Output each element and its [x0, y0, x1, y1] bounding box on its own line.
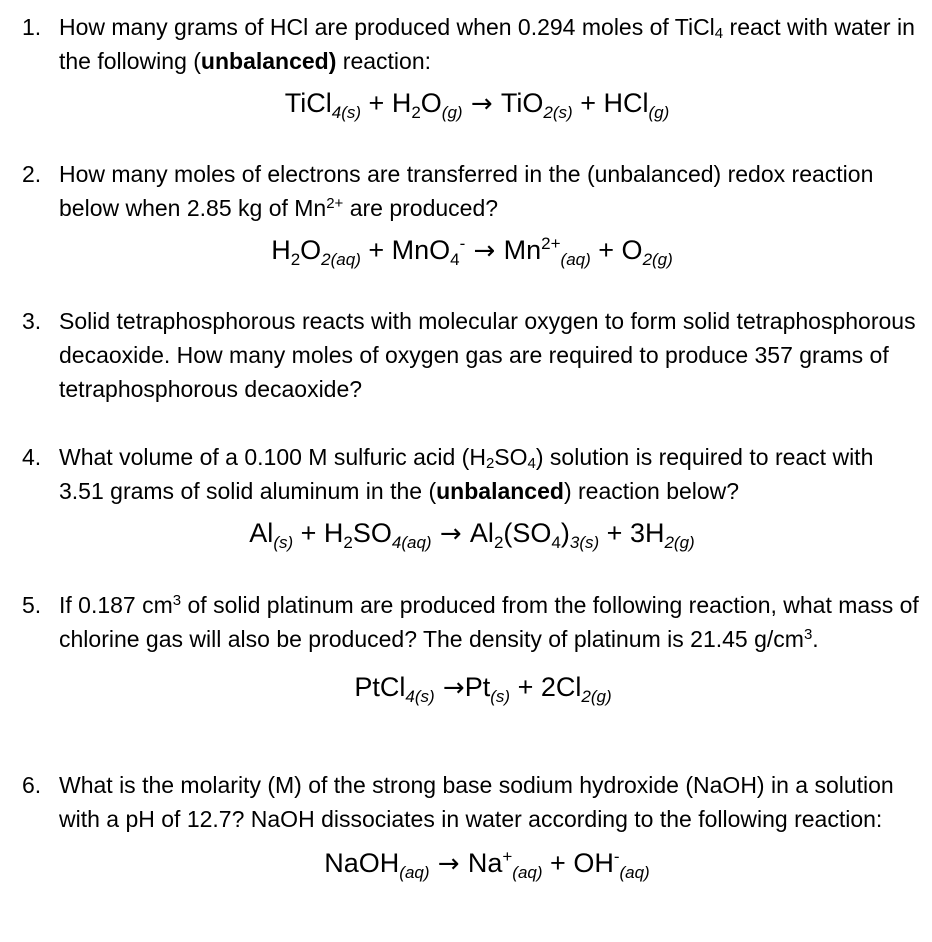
question-6: [22, 768, 922, 883]
chemical-equation: TiCl$_{4(s)}$ + $H_2O_{(g)} \to TiO_{2(s)} + HCl_{(g)}$: [284, 88, 670, 122]
question-number: 3.: [22, 308, 42, 334]
question-5: [22, 588, 922, 707]
question-number: 1.: [22, 14, 42, 40]
chemical-equation: PtCl$_{4(s)}$ $\to Pt_{(s)} + 2Cl_{2(g)}$: [354, 672, 612, 706]
question-number: 5.: [22, 592, 42, 618]
question-4: [22, 440, 922, 553]
question-text: Solid tetraphosphorous reacts with molecular oxygen to form solid tetraphosphorous decaoxide. How many moles of oxygen gas are required to produce 357 grams of tetraphosphorous decaoxide?: [59, 308, 916, 402]
chemical-equation: $H_2O_{2(aq)} + MnO_4^- \to Mn^{2+}_{(aq)} + O_{2(g)}$: [271, 234, 673, 269]
question-text: How many moles of electrons are transferred in the (unbalanced) redox reaction below when 2.85 kg of $Mn^{2+}$ are produced?: [59, 161, 874, 221]
reaction-arrow-icon: →: [429, 849, 468, 879]
question-3: [22, 304, 922, 406]
question-text: What is the molarity (M) of the strong base sodium hydroxide (NaOH) in a solution with a pH of 12.7? NaOH dissociates in water according to the following reaction:: [59, 772, 894, 832]
chemical-equation: NaOH$_{(aq)}$ → $Na^+_{(aq)} + OH^-_{(aq)}$: [324, 847, 650, 882]
chemical-equation: $Al_{(s)} + H_2SO_{4(aq)} \to Al_2(SO_4)_{3(s)} + 3H_{2(g)}$: [249, 518, 695, 552]
question-text: What volume of a 0.100 M sulfuric acid $(H_2SO_4)$ solution is required to react with 3.51 grams of solid aluminum in the (unbalanced) reaction below?: [59, 444, 874, 504]
reaction-arrow-icon: →: [434, 673, 465, 703]
question-text: If 0.187 $cm^3$ of solid platinum are produced from the following reaction, what mass of chlorine gas will also be produced? The density of platinum is 21.45 $g/cm^3$.: [59, 592, 919, 652]
reaction-arrow-icon: →: [462, 89, 501, 119]
reaction-arrow-icon: →: [431, 519, 470, 549]
question-1: [22, 10, 922, 123]
question-text: How many grams of HCl are produced when 0.294 moles of TiCl$_4$ react with water in the following (unbalanced) reaction:: [59, 14, 915, 74]
question-2: [22, 157, 922, 270]
question-number: 2.: [22, 161, 42, 187]
reaction-arrow-icon: →: [465, 236, 504, 266]
question-number: 6.: [22, 772, 42, 798]
question-number: 4.: [22, 444, 42, 470]
